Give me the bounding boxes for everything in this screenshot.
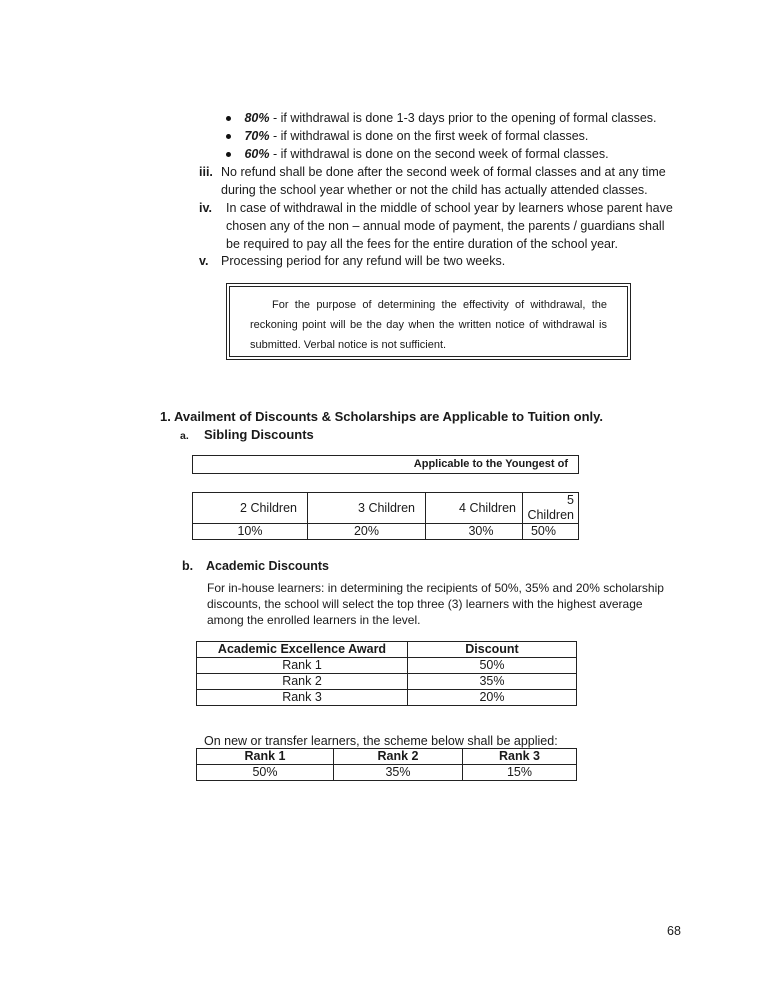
notice-text: For the purpose of determining the effectivity of withdrawal, the reckoning point will be the day when the written notice of withdrawal is submitted. Verbal notice is not sufficient. [250,299,607,351]
table-row [197,690,577,706]
transfer-intro: On new or transfer learners, the scheme below shall be applied: [204,734,558,748]
table-header-cell: Rank 2 [334,749,463,765]
table-header-row [197,749,577,765]
bullet-icon [226,134,231,139]
table-cell: 10% [193,524,308,540]
table-cell: 35% [408,674,577,690]
item-v-line-1: Processing period for any refund will be two weeks. [221,254,506,268]
table-header-cell: Discount [408,642,577,658]
table-cell: 4 Children [426,493,523,524]
table-cell: Rank 3 [197,690,408,706]
item-numeral-iv: iv. [199,201,212,215]
sub-a-title: Sibling Discounts [204,427,314,442]
table-cell: Rank 1 [197,658,408,674]
bullet-icon [226,116,231,121]
table-cell: 15% [463,765,577,781]
withdrawal-notice-box [226,283,631,360]
academic-award-table [196,641,577,706]
table-header-cell: Academic Excellence Award [197,642,408,658]
bullet-icon [226,152,231,157]
item-iii-line-1: No refund shall be done after the second week of formal classes and at any time [221,165,666,179]
page-number: 68 [667,924,681,938]
sub-b-paragraph-line-3: among the enrolled learners in the level. [207,613,421,627]
table-cell: 5 Children [523,493,579,524]
item-numeral-iii: iii. [199,165,213,179]
sub-b-label: b. [182,559,194,573]
table-row [197,765,577,781]
refund-percent: 60% [244,147,270,161]
transfer-scheme-table [196,748,577,781]
refund-text: - if withdrawal is done on the first week of formal classes. [269,129,589,143]
table-cell: 2 Children [193,493,308,524]
refund-bullet-80 [226,109,657,127]
table-cell: 50% [197,765,334,781]
item-iv-line-2: chosen any of the non – annual mode of payment, the parents / guardians shall [226,219,665,233]
table-cell: 20% [308,524,426,540]
sibling-header-text: Applicable to the Youngest of [413,458,568,470]
table-row [197,674,577,690]
item-numeral-v: v. [199,254,209,268]
table-row [193,493,579,524]
item-iii-line-2: during the school year whether or not the child has actually attended classes. [221,183,648,197]
table-cell: 50% [408,658,577,674]
table-row [193,524,579,540]
refund-bullet-70 [226,127,588,145]
sub-b-paragraph-line-2: discounts, the school will select the top three (3) learners with the highest average [207,597,643,611]
table-header-cell: Rank 1 [197,749,334,765]
table-header-cell: Rank 3 [463,749,577,765]
table-cell: 20% [408,690,577,706]
table-cell: 35% [334,765,463,781]
sub-b-paragraph-line-1: For in-house learners: in determining the recipients of 50%, 35% and 20% scholarship [207,581,664,595]
sibling-discount-table [192,492,579,540]
refund-text: - if withdrawal is done on the second week of formal classes. [269,147,609,161]
sub-b-title: Academic Discounts [206,559,329,573]
sub-a-label: a. [180,430,189,442]
item-iv-line-3: be required to pay all the fees for the entire duration of the school year. [226,237,618,251]
refund-percent: 80% [244,111,270,125]
table-header-row [197,642,577,658]
section-heading: 1. Availment of Discounts & Scholarships are Applicable to Tuition only. [160,409,604,424]
refund-bullet-60 [226,145,609,163]
table-row [197,658,577,674]
table-cell: Rank 2 [197,674,408,690]
table-cell: 30% [426,524,523,540]
table-cell: 50% [523,524,579,540]
refund-percent: 70% [244,129,270,143]
item-iv-line-1: In case of withdrawal in the middle of school year by learners whose parent have [226,201,673,215]
refund-text: - if withdrawal is done 1-3 days prior to the opening of formal classes. [269,111,657,125]
sibling-header-box [192,455,579,474]
table-cell: 3 Children [308,493,426,524]
